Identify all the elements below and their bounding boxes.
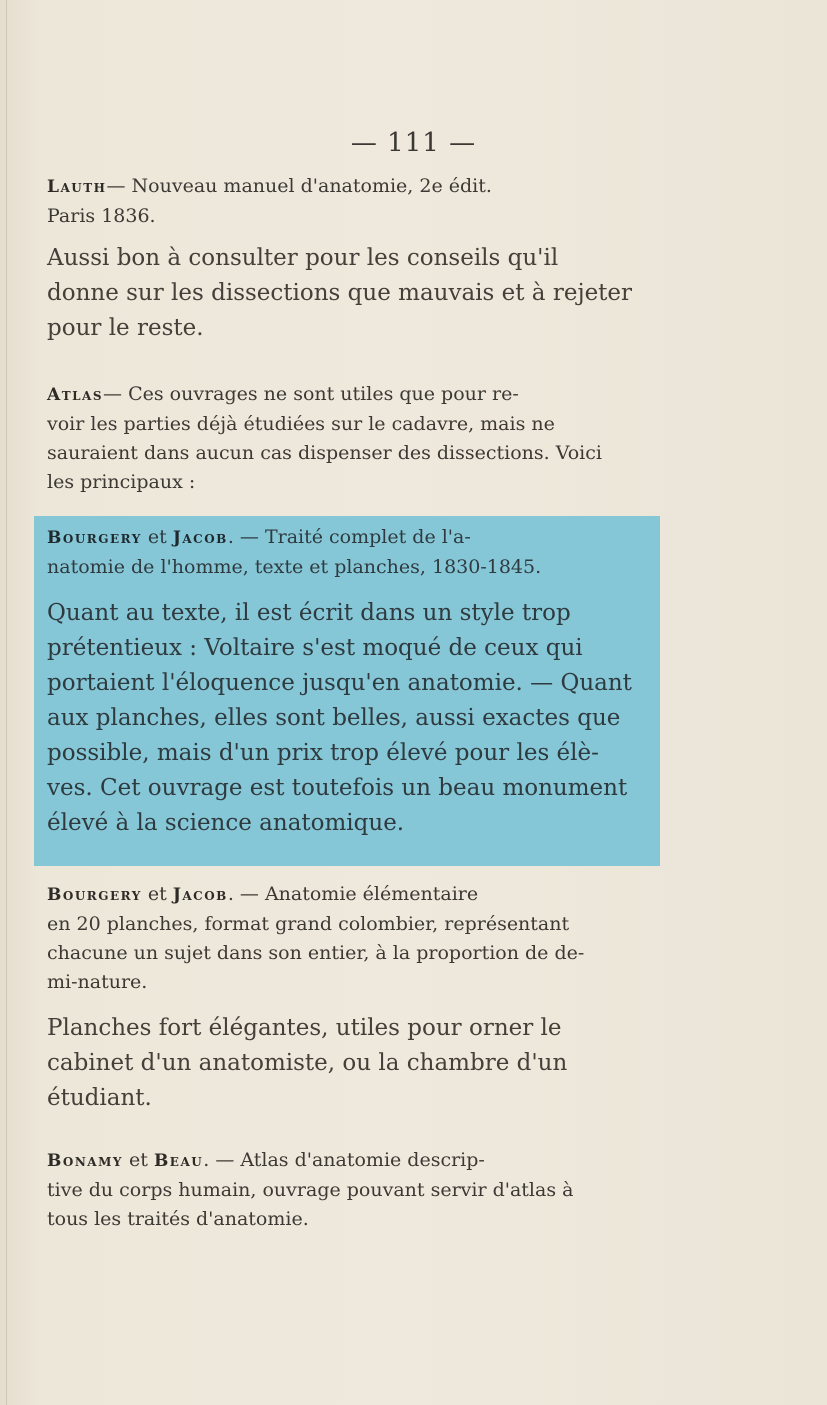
reference-line: . — Anatomie élémentaire: [227, 883, 479, 905]
author-name: Bourgery: [47, 885, 142, 905]
reference-line: chacune un sujet dans son entier, à la proportion de de-: [47, 942, 585, 964]
entry-reference: [47, 523, 651, 582]
entry-reference: [47, 380, 651, 497]
comment-line: prétentieux : Voltaire s'est moqué de ceux qui: [47, 635, 583, 661]
comment-line: donne sur les dissections que mauvais et à rejeter: [47, 280, 633, 306]
author-name: Lauth: [47, 177, 107, 197]
coauthor-name: Jacob: [172, 528, 228, 548]
bibliography-entry-atlas: [47, 380, 651, 497]
reference-line: Paris 1836.: [47, 205, 156, 227]
page-number: — 111 —: [350, 128, 477, 158]
bibliography-entry-bonamy-beau: [47, 1146, 651, 1234]
author-name: Bonamy: [47, 1151, 123, 1171]
reference-line: — Nouveau manuel d'anatomie, 2e édit.: [106, 175, 492, 197]
reference-line: — Ces ouvrages ne sont utiles que pour re-: [103, 383, 519, 405]
reference-line: . — Traité complet de l'a-: [227, 526, 471, 548]
comment-line: aux planches, elles sont belles, aussi exactes que: [47, 705, 621, 731]
page-edge-line: [6, 0, 7, 1405]
reference-line: mi-nature.: [47, 971, 148, 993]
coauthor-name: Jacob: [172, 885, 228, 905]
reference-line: sauraient dans aucun cas dispenser des dissections. Voici: [47, 442, 602, 464]
reference-line: tous les traités d'anatomie.: [47, 1208, 309, 1230]
entry-comment: [47, 596, 651, 841]
reference-line: en 20 planches, format grand colombier, représentant: [47, 913, 570, 935]
entry-reference: [47, 1146, 651, 1234]
reference-line: natomie de l'homme, texte et planches, 1830-1845.: [47, 556, 542, 578]
comment-line: élevé à la science anatomique.: [47, 810, 405, 836]
comment-line: possible, mais d'un prix trop élevé pour les élè-: [47, 740, 599, 766]
comment-line: Planches fort élégantes, utiles pour orner le: [47, 1015, 562, 1041]
reference-line: voir les parties déjà étudiées sur le cadavre, mais ne: [47, 413, 555, 435]
comment-line: portaient l'éloquence jusqu'en anatomie. — Quant: [47, 670, 632, 696]
author-conjunction: et: [147, 883, 167, 905]
coauthor-name: Beau: [153, 1151, 204, 1171]
bibliography-entry-lauth: [47, 172, 651, 346]
comment-line: cabinet d'un anatomiste, ou la chambre d'un: [47, 1050, 568, 1076]
entry-comment: [47, 1011, 651, 1116]
section-heading: Atlas: [47, 385, 104, 405]
comment-line: ves. Cet ouvrage est toutefois un beau monument: [47, 775, 628, 801]
comment-line: étudiant.: [47, 1085, 152, 1111]
entry-comment: [47, 241, 651, 346]
entry-reference: [47, 880, 651, 997]
bibliography-entry-bourgery-jacob-elementaire: [47, 880, 651, 1116]
reference-line: . — Atlas d'anatomie descrip-: [203, 1149, 485, 1171]
entry-reference: [47, 172, 651, 231]
author-conjunction: et: [129, 1149, 148, 1171]
comment-line: Quant au texte, il est écrit dans un style trop: [47, 600, 571, 626]
reference-line: les principaux :: [47, 471, 196, 493]
comment-line: pour le reste.: [47, 315, 204, 341]
reference-line: tive du corps humain, ouvrage pouvant servir d'atlas à: [47, 1179, 574, 1201]
comment-line: Aussi bon à consulter pour les conseils qu'il: [47, 245, 559, 271]
bibliography-entry-bourgery-jacob-traite: [47, 523, 651, 841]
author-name: Bourgery: [47, 528, 142, 548]
author-conjunction: et: [147, 526, 167, 548]
